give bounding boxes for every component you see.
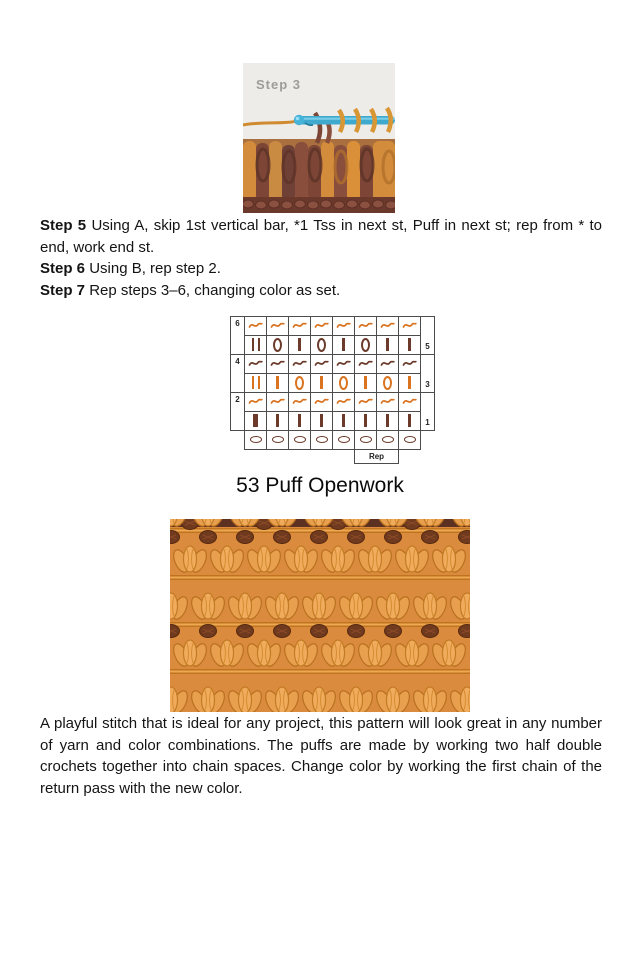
chart-cell [333, 412, 355, 431]
chart-cell [289, 355, 311, 374]
chart-symbol-puff [361, 338, 370, 352]
chart-cell [377, 393, 399, 412]
chart-symbol-ch [404, 436, 416, 443]
chart-symbol-tss [364, 414, 367, 427]
chart-symbol-ret [270, 321, 285, 330]
stitch-chart-body [231, 317, 435, 464]
chart-cell [267, 355, 289, 374]
chart-row-label-3: 3 [421, 355, 435, 393]
chart-cell [289, 431, 311, 450]
chart-symbol-tss [386, 414, 389, 427]
chart-symbol-ch [382, 436, 394, 443]
chart-symbol-ret [336, 397, 351, 406]
chart-symbol-ret [358, 321, 373, 330]
chart-symbol-ch [294, 436, 306, 443]
chart-row-label-5: 5 [421, 317, 435, 355]
chart-row-label-4: 4 [231, 355, 245, 393]
chart-symbol-puff [383, 376, 392, 390]
chart-symbol-ret [402, 397, 417, 406]
chart-symbol-ret [270, 359, 285, 368]
instruction-step-7 [40, 280, 602, 302]
chart-symbol-ret [336, 321, 351, 330]
chart-cell [245, 412, 267, 431]
chart-cell [333, 374, 355, 393]
chart-cell [245, 431, 267, 450]
chart-symbol-tss [320, 414, 323, 427]
chart-cell [311, 431, 333, 450]
chart-blank [333, 450, 355, 464]
chart-cell [245, 374, 267, 393]
chart-cell [377, 412, 399, 431]
chart-cell [377, 355, 399, 374]
chart-cell [399, 374, 421, 393]
step-5-text: Using A, skip 1st vertical bar, *1 Tss in next st, Puff in next st; rep from * to end, work end st. [40, 217, 603, 256]
chart-symbol-ret [402, 359, 417, 368]
chart-cell [333, 355, 355, 374]
chart-cell [267, 317, 289, 336]
stitch-chart-table [230, 316, 435, 464]
chart-row-label-2: 2 [231, 393, 245, 431]
chart-cell [333, 393, 355, 412]
chart-cell [311, 412, 333, 431]
chart-cell [289, 412, 311, 431]
chart-symbol-puff [339, 376, 348, 390]
chart-symbol-ret [270, 397, 285, 406]
pattern-description-text: A playful stitch that is ideal for any project, this pattern will look great in any number of yarn and color combinations. The puffs are made by working two half double crochets together into chain spaces. Change color by working the first chain of the return pass with the new color. [40, 715, 602, 797]
step3-photo-illustration [243, 63, 395, 213]
chart-symbol-tss [298, 414, 301, 427]
chart-symbol-ret [358, 397, 373, 406]
crochet-fabric [243, 139, 395, 213]
chart-symbol-puff [295, 376, 304, 390]
chart-symbol-ret [314, 359, 329, 368]
chart-cell [267, 393, 289, 412]
chart-symbol-tss [408, 376, 411, 389]
swatch-photo [170, 519, 470, 712]
chart-row-label-1: 1 [421, 393, 435, 431]
chart-cell [245, 355, 267, 374]
chart-cell [267, 431, 289, 450]
chart-blank [421, 431, 435, 450]
chart-symbol-ret [380, 397, 395, 406]
chart-cell [399, 317, 421, 336]
chart-rep-label: Rep [355, 450, 399, 464]
chart-cell [311, 374, 333, 393]
chart-symbol-tss [408, 338, 411, 351]
chart-cell [267, 374, 289, 393]
chart-symbol-tss [276, 414, 279, 427]
chart-symbol-tss [320, 376, 323, 389]
chart-symbol-ret [292, 397, 307, 406]
chart-cell [399, 393, 421, 412]
chart-cell [289, 336, 311, 355]
instruction-step-5 [40, 215, 602, 258]
chart-cell [333, 336, 355, 355]
chart-symbol-ret [314, 397, 329, 406]
chart-cell [289, 317, 311, 336]
chart-cell [399, 431, 421, 450]
chart-cell [267, 336, 289, 355]
pattern-description [40, 713, 602, 799]
chart-cell [399, 412, 421, 431]
chart-symbol-tss [342, 414, 345, 427]
chart-cell [377, 374, 399, 393]
chart-cell [289, 393, 311, 412]
chart-cell [333, 317, 355, 336]
chart-symbol-ret [402, 321, 417, 330]
step-5-label: Step 5 [40, 217, 87, 234]
chart-cell [399, 355, 421, 374]
chart-cell [245, 317, 267, 336]
chart-blank [231, 450, 245, 464]
chart-symbol-ret [248, 397, 263, 406]
chart-blank [289, 450, 311, 464]
chart-cell [311, 336, 333, 355]
chart-cell [355, 336, 377, 355]
chart-symbol-tss [276, 376, 279, 389]
instructions [40, 215, 602, 301]
chart-symbol-puff [317, 338, 326, 352]
step3-photo [243, 63, 395, 213]
chart-cell [311, 393, 333, 412]
chart-symbol-ret [380, 359, 395, 368]
chart-row-label-6: 6 [231, 317, 245, 355]
chart-cell [245, 393, 267, 412]
chart-symbol-ret [248, 321, 263, 330]
chart-symbol-ch [250, 436, 262, 443]
chart-cell [355, 393, 377, 412]
chart-symbol-end [252, 376, 260, 389]
pattern-title: 53 Puff Openwork [236, 474, 404, 497]
chart-cell [289, 374, 311, 393]
chart-cell [399, 336, 421, 355]
chart-cell [311, 355, 333, 374]
chart-cell [355, 355, 377, 374]
chart-cell [267, 412, 289, 431]
chart-symbol-ch [360, 436, 372, 443]
chart-symbol-ret [248, 359, 263, 368]
chart-symbol-tss [408, 414, 411, 427]
step-6-label: Step 6 [40, 260, 86, 277]
chart-cell [355, 374, 377, 393]
chart-symbol-tss [364, 376, 367, 389]
chart-symbol-ch [316, 436, 328, 443]
chart-blank [267, 450, 289, 464]
chart-cell [377, 317, 399, 336]
chart-blank [231, 431, 245, 450]
chart-cell [355, 431, 377, 450]
step-7-text: Rep steps 3–6, changing color as set. [89, 281, 341, 299]
chart-symbol-puff [273, 338, 282, 352]
chart-symbol-thick [253, 414, 258, 427]
chart-cell [245, 336, 267, 355]
chart-symbol-ret [292, 359, 307, 368]
chart-blank [311, 450, 333, 464]
chart-symbol-ret [292, 321, 307, 330]
step-6-text: Using B, rep step 2. [89, 260, 221, 277]
chart-symbol-end [252, 338, 260, 351]
chart-symbol-ch [338, 436, 350, 443]
chart-symbol-ret [358, 359, 373, 368]
chart-blank [421, 450, 435, 464]
chart-cell [355, 412, 377, 431]
chart-cell [377, 431, 399, 450]
chart-symbol-tss [342, 338, 345, 351]
chart-blank [399, 450, 421, 464]
step-7-label: Step 7 [40, 281, 86, 299]
stitch-chart [230, 316, 435, 464]
chart-cell [311, 317, 333, 336]
chart-symbol-ch [272, 436, 284, 443]
swatch-photo-illustration [170, 519, 470, 712]
chart-cell [333, 431, 355, 450]
chart-symbol-ret [336, 359, 351, 368]
chart-cell [355, 317, 377, 336]
chart-symbol-ret [314, 321, 329, 330]
chart-symbol-ret [380, 321, 395, 330]
step-photo-caption: Step 3 [256, 77, 302, 92]
chart-symbol-tss [386, 338, 389, 351]
instruction-step-6 [40, 258, 602, 280]
chart-symbol-tss [298, 338, 301, 351]
chart-cell [377, 336, 399, 355]
chart-blank [245, 450, 267, 464]
